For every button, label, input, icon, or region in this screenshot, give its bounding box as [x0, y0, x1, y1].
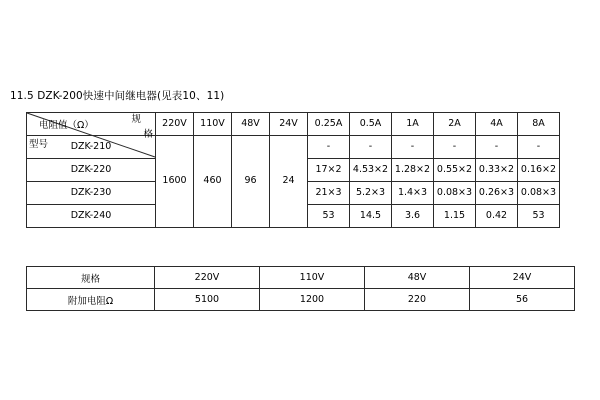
- table-cell: -: [518, 136, 560, 159]
- row-label: 附加电阻Ω: [27, 289, 155, 311]
- table-cell: 0.16×2: [518, 159, 560, 182]
- table-cell: 17×2: [308, 159, 350, 182]
- table-cell: 5.2×3: [350, 182, 392, 205]
- column-header: 1A: [392, 113, 434, 136]
- table-cell: 0.33×2: [476, 159, 518, 182]
- table-cell: 48V: [365, 267, 470, 289]
- table-cell: 0.26×3: [476, 182, 518, 205]
- page-title: 11.5 DZK-200快速中间继电器(见表10、11): [10, 90, 225, 102]
- table-cell: 56: [470, 289, 575, 311]
- table-cell: 53: [518, 205, 560, 228]
- corner-label-model: 型号: [29, 139, 49, 150]
- table-cell: 220: [365, 289, 470, 311]
- column-header: 0.5A: [350, 113, 392, 136]
- column-header: 0.25A: [308, 113, 350, 136]
- table-cell: -: [476, 136, 518, 159]
- merged-cell-110v: 460: [194, 136, 232, 228]
- table-row: [27, 289, 575, 311]
- table-cell: 4.53×2: [350, 159, 392, 182]
- table-cell: 53: [308, 205, 350, 228]
- table-cell: 220V: [155, 267, 260, 289]
- table-cell: 14.5: [350, 205, 392, 228]
- column-header: 220V: [156, 113, 194, 136]
- table-cell: -: [434, 136, 476, 159]
- column-header: 110V: [194, 113, 232, 136]
- row-label: DZK-210: [27, 136, 156, 159]
- main-table: [26, 112, 560, 228]
- table-cell: 0.08×3: [518, 182, 560, 205]
- merged-cell-220v: 1600: [156, 136, 194, 228]
- merged-cell-24v: 24: [270, 136, 308, 228]
- table-cell: -: [350, 136, 392, 159]
- column-header: 2A: [434, 113, 476, 136]
- table-cell: 0.08×3: [434, 182, 476, 205]
- table-cell: -: [308, 136, 350, 159]
- table-row: [27, 267, 575, 289]
- table-cell: -: [392, 136, 434, 159]
- table-cell: 3.6: [392, 205, 434, 228]
- row-label: 规格: [27, 267, 155, 289]
- table-cell: 21×3: [308, 182, 350, 205]
- column-header: 4A: [476, 113, 518, 136]
- additional-resistance-table: [26, 266, 575, 311]
- row-label: DZK-240: [27, 205, 156, 228]
- corner-label-resistance: 电阻值（Ω）: [39, 120, 94, 131]
- column-header: 48V: [232, 113, 270, 136]
- row-label: DZK-220: [27, 159, 156, 182]
- corner-label-guige: 规: [131, 114, 141, 125]
- merged-cell-48v: 96: [232, 136, 270, 228]
- table-cell: 1200: [260, 289, 365, 311]
- corner-label-ge: 格: [143, 129, 153, 140]
- table-cell: 1.28×2: [392, 159, 434, 182]
- table-cell: 0.55×2: [434, 159, 476, 182]
- table-cell: 1.15: [434, 205, 476, 228]
- table-cell: 0.42: [476, 205, 518, 228]
- table-cell: 1.4×3: [392, 182, 434, 205]
- table-cell: 5100: [155, 289, 260, 311]
- column-header: 24V: [270, 113, 308, 136]
- table-cell: 24V: [470, 267, 575, 289]
- row-label: DZK-230: [27, 182, 156, 205]
- column-header: 8A: [518, 113, 560, 136]
- table-cell: 110V: [260, 267, 365, 289]
